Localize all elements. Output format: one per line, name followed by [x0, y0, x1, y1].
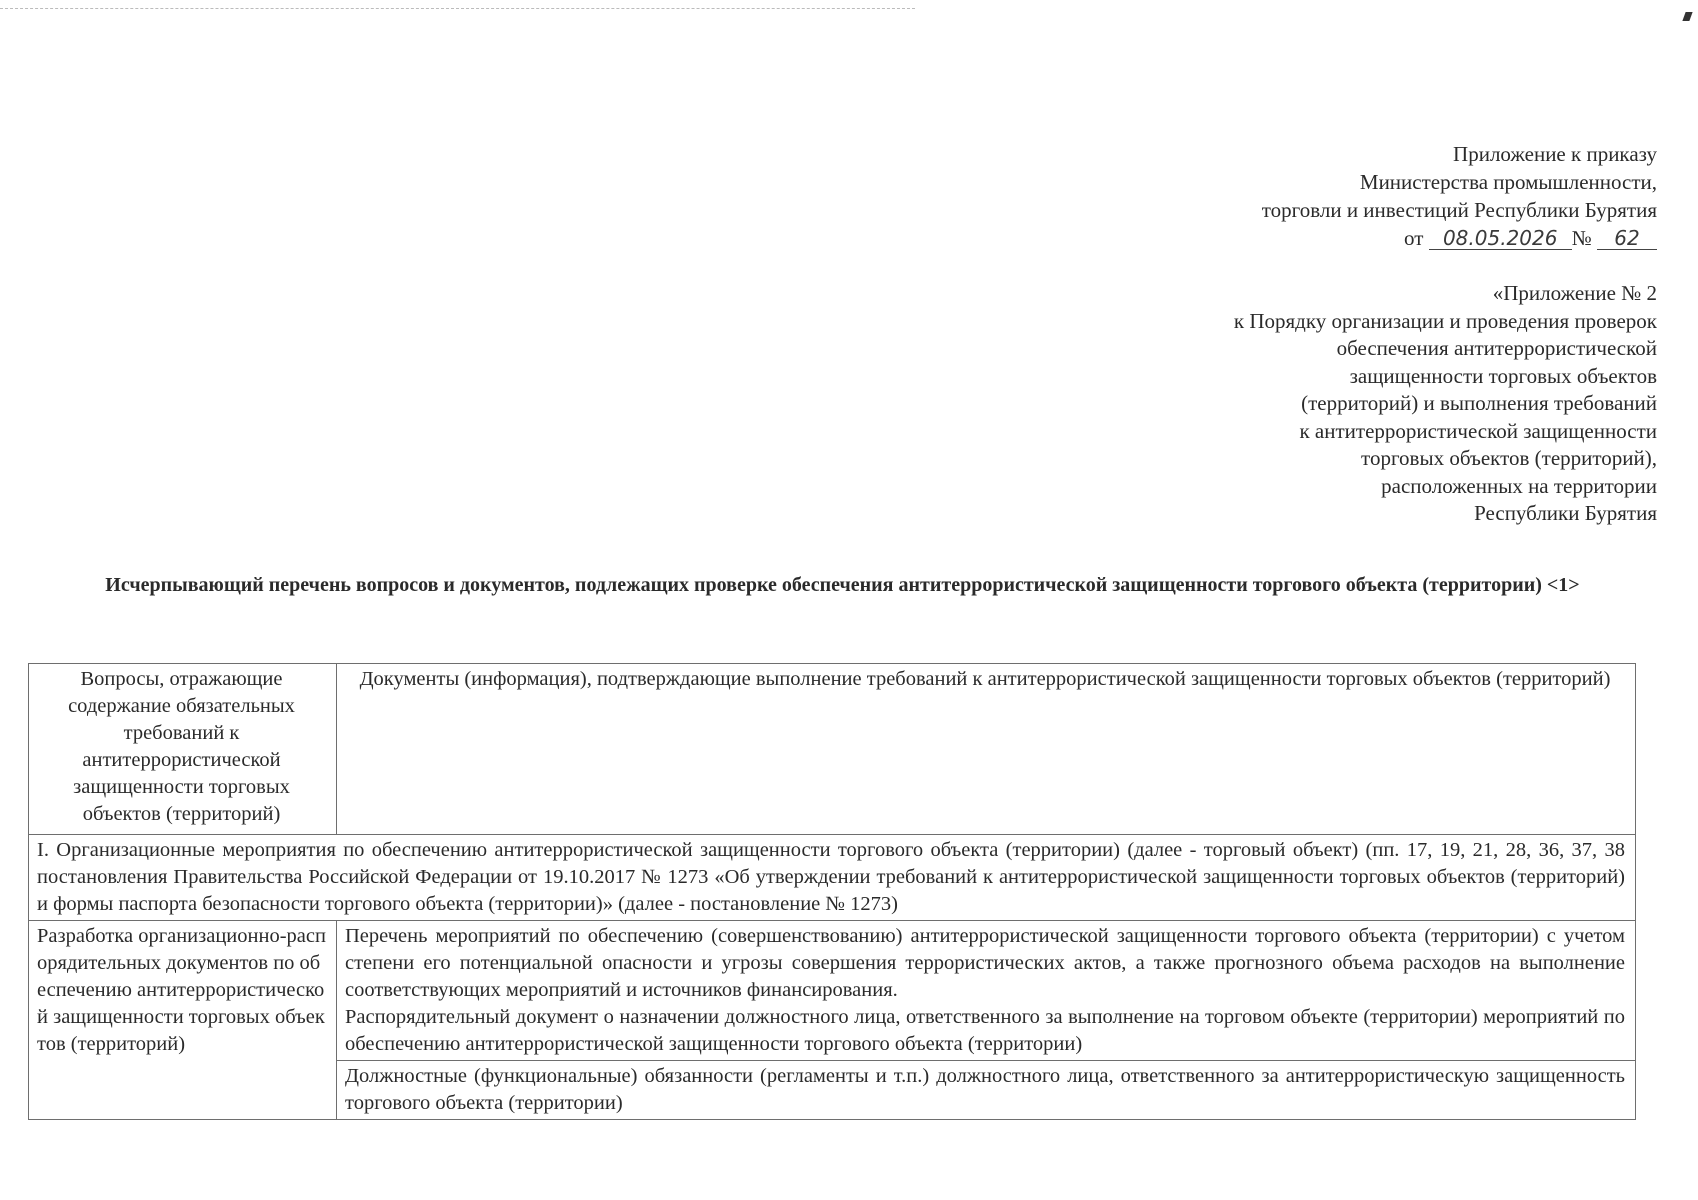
documents-cell: Должностные (функциональные) обязанности (регламенты и т.п.) должностного лица, ответственного за антитеррористическую защищенность торгового объекта (территории)	[337, 1061, 1636, 1120]
document-item: Распорядительный документ о назначении должностного лица, ответственного за выполнение на торговом объекте (территории) мероприятий по обеспечению антитеррористической защищенности торгового объекта (территории)	[345, 1006, 1625, 1055]
appendix-line: к Порядку организации и проведения проверок	[1233, 308, 1657, 333]
document-title: Исчерпывающий перечень вопросов и документов, подлежащих проверке обеспечения антитеррористической защищенности торгового объекта (территории) <1>	[105, 574, 1580, 596]
handwritten-number: 62	[1597, 227, 1657, 250]
question-cell: Разработка организационно-распорядительных документов по обеспечению антитеррористической защищенности торговых объектов (территорий)	[29, 921, 337, 1120]
approval-line-3: торговли и инвестиций Республики Бурятия	[1261, 198, 1657, 222]
appendix-line: к антитеррористической защищенности	[1299, 418, 1657, 443]
section-1-heading: I. Организационные мероприятия по обеспечению антитеррористической защищенности торгового объекта (территории) (далее - торговый объект) (пп. 17, 19, 21, 28, 36, 37, 38 постановления Правительства Российской Федерации от 19.10.2017 № 1273 «Об утверждении требований к антитеррористической защищенности торговых объектов (территорий) и формы паспорта безопасности торгового объекта (территории)» (далее - постановление № 1273)	[29, 835, 1636, 921]
approval-date-line	[957, 224, 1657, 252]
table-row	[29, 921, 1636, 1061]
appendix-line: торговых объектов (территорий),	[1361, 446, 1657, 470]
header-documents-cell: Документы (информация), подтверждающие выполнение требований к антитеррористической защищенности торговых объектов (территорий)	[337, 664, 1636, 835]
number-sign: №	[1571, 226, 1592, 250]
scan-edge-line	[0, 8, 915, 9]
scan-corner-mark	[1682, 12, 1692, 21]
header-questions-cell: Вопросы, отражающие содержание обязательных требований к антитеррористической защищенности торговых объектов (территорий)	[29, 664, 337, 835]
handwritten-date: 08.05.2026	[1429, 227, 1572, 250]
appendix-line: расположенных на территории	[1381, 473, 1657, 498]
document-item: Перечень мероприятий по обеспечению (совершенствованию) антитеррористической защищенности торгового объекта (территории) с учетом степени его потенциальной опасности и угрозы совершения террористических актов, а также прогнозного объема расходов на выполнение соответствующих мероприятий и источников финансирования.	[345, 925, 1625, 1001]
appendix-block	[957, 280, 1657, 528]
appendix-line: «Приложение № 2	[1492, 281, 1657, 305]
approval-line-2: Министерства промышленности,	[1359, 170, 1657, 194]
table-header-row	[29, 664, 1636, 835]
checklist-table	[28, 663, 1636, 1120]
appendix-line: Республики Бурятия	[1474, 501, 1657, 525]
approval-line-1: Приложение к приказу	[1453, 142, 1657, 166]
appendix-line: обеспечения антитеррористической	[1336, 336, 1657, 360]
appendix-line: защищенности торговых объектов	[1349, 363, 1657, 388]
date-prefix: от	[1404, 226, 1424, 250]
section-row	[29, 835, 1636, 921]
appendix-line: (территорий) и выполнения требований	[1301, 391, 1657, 415]
approval-block	[957, 140, 1657, 252]
documents-cell	[337, 921, 1636, 1061]
